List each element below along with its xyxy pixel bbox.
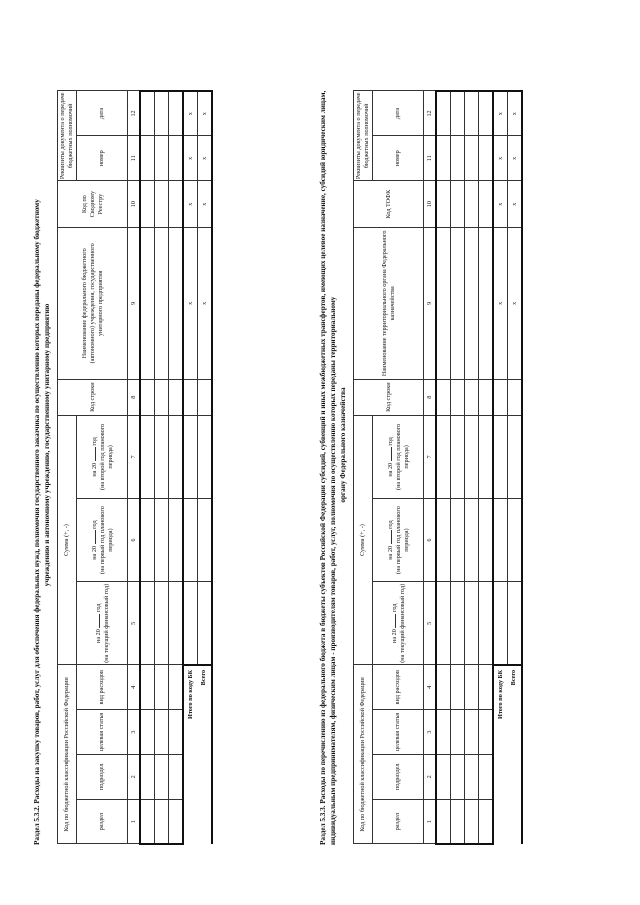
x-mark: x (198, 91, 213, 136)
header-kod-stroki: Код строки (58, 379, 128, 415)
header-razdel: раздел (373, 799, 424, 844)
x-mark: x (198, 136, 213, 181)
cell[interactable] (436, 228, 451, 379)
total-bk-row (493, 91, 508, 844)
cell[interactable] (169, 91, 184, 136)
section-title (318, 45, 348, 845)
table-row (451, 91, 465, 844)
cell[interactable] (183, 379, 198, 415)
header-year2: на 20 год (на первый год планового периода) (373, 498, 424, 581)
header-year1: на 20 год (на текущий финансовый год) (77, 582, 128, 665)
col-num: 4 (128, 665, 141, 710)
x-mark: x (183, 181, 198, 228)
table-row (155, 91, 169, 844)
cell[interactable] (140, 665, 155, 710)
cell[interactable] (451, 754, 465, 799)
cell[interactable] (465, 181, 479, 228)
col-num: 7 (424, 415, 437, 498)
cell[interactable] (508, 379, 523, 415)
cell[interactable] (436, 665, 451, 710)
cell[interactable] (436, 136, 451, 181)
col-num: 1 (128, 799, 141, 844)
cell[interactable] (140, 181, 155, 228)
cell[interactable] (155, 665, 169, 710)
section-title-main: Раздел 5.3.3. Расходы по перечислению из федерального бюджета в бюджеты субъектов Российской Федерации субсидий, субвенций и иных межбюджетных трансфертов, имеющих целевое назначение, субсидий юридическим лицам, индивидуальным предпринимателям, физическим лицам - производителям товаров, работ, услуг, полномочия по осуществлению которых переданы территориальному (319, 90, 337, 845)
cell[interactable] (436, 91, 451, 136)
header-celevaya: целевая статья (373, 710, 424, 755)
cell[interactable] (465, 498, 479, 581)
cell[interactable] (169, 136, 184, 181)
cell[interactable] (436, 181, 451, 228)
cell[interactable] (451, 228, 465, 379)
cell[interactable] (465, 754, 479, 799)
cell[interactable] (508, 582, 523, 665)
cell[interactable] (479, 415, 494, 498)
header-nomer: номер (373, 136, 424, 181)
header-year2: на 20 год (на первый год планового периода) (77, 498, 128, 581)
col-num: 3 (424, 710, 437, 755)
x-mark: x (493, 228, 508, 379)
header-rekvizity: Реквизиты документа о передаче бюджетных полномочий (58, 91, 77, 181)
total-bk-label: Итого по коду БК (186, 669, 194, 719)
header-podrazdel: подраздел (373, 754, 424, 799)
col-num: 6 (424, 498, 437, 581)
cell[interactable] (155, 136, 169, 181)
col-num: 11 (128, 136, 141, 181)
cell[interactable] (198, 498, 213, 581)
header-naimenovanie: Наименование федерального бюджетного (автономного) учреждения, государственного унитарного предприятия (58, 228, 128, 379)
section-title (32, 45, 52, 845)
cell[interactable] (155, 498, 169, 581)
x-mark: x (198, 181, 213, 228)
cell[interactable] (451, 710, 465, 755)
section-title-main: Раздел 5.3.2. Расходы на закупку товаров, работ, услуг для обеспечения федеральных нужд, полномочия государственного заказчика по осуществлению которых переданы федеральному бюджетному (33, 199, 41, 845)
col-num: 9 (128, 228, 141, 379)
cell[interactable] (436, 582, 451, 665)
col-num: 6 (128, 498, 141, 581)
cell[interactable] (155, 799, 169, 844)
header-year1: на 20 год (на текущий финансовый год) (373, 582, 424, 665)
col-num: 11 (424, 136, 437, 181)
x-mark: x (183, 91, 198, 136)
x-mark: x (198, 228, 213, 379)
cell[interactable] (436, 710, 451, 755)
cell[interactable] (451, 665, 465, 710)
header-nomer: номер (77, 136, 128, 181)
x-mark: x (508, 228, 523, 379)
total-all-label: Всего (508, 665, 523, 844)
cell[interactable] (140, 799, 155, 844)
col-num: 8 (424, 379, 437, 415)
cell[interactable] (451, 799, 465, 844)
header-kod-tofk: Код ТОФК (354, 181, 424, 228)
total-bk-row (183, 91, 198, 844)
cell[interactable] (140, 91, 155, 136)
cell[interactable] (169, 498, 184, 581)
cell[interactable] (465, 710, 479, 755)
cell[interactable] (493, 415, 508, 498)
cell[interactable] (140, 582, 155, 665)
cell[interactable] (140, 754, 155, 799)
section-title-sub: органу Федерального казначейства (339, 387, 347, 503)
header-vid: вид расходов (373, 665, 424, 710)
header-kod-reestr: Код по Сводному Реестру (58, 181, 128, 228)
cell[interactable] (183, 415, 198, 498)
x-mark: x (183, 136, 198, 181)
cell[interactable] (169, 710, 184, 755)
cell[interactable] (155, 582, 169, 665)
cell[interactable] (169, 754, 184, 799)
header-data: дата (77, 91, 128, 136)
cell[interactable] (169, 181, 184, 228)
cell[interactable] (169, 799, 184, 844)
header-kbk: Код по бюджетной классификации Российской Федерации (58, 665, 77, 844)
cell[interactable] (451, 415, 465, 498)
column-number-row (424, 91, 437, 844)
cell[interactable] (436, 379, 451, 415)
x-mark: x (493, 181, 508, 228)
cell[interactable] (436, 754, 451, 799)
cell[interactable] (155, 379, 169, 415)
cell[interactable] (155, 415, 169, 498)
form-table (57, 90, 213, 845)
cell[interactable] (451, 582, 465, 665)
cell[interactable] (465, 228, 479, 379)
cell[interactable] (508, 415, 523, 498)
cell[interactable] (479, 136, 494, 181)
header-summa: Сумма (+, -) (58, 415, 77, 665)
cell[interactable] (493, 498, 508, 581)
cell[interactable] (155, 710, 169, 755)
col-num: 5 (128, 582, 141, 665)
cell[interactable] (479, 665, 494, 710)
cell[interactable] (465, 379, 479, 415)
section-title-sub: учреждению и автономному учреждению, государственному унитарному предприятию (43, 303, 51, 587)
col-num: 7 (128, 415, 141, 498)
table-row (169, 91, 184, 844)
x-mark: x (508, 91, 523, 136)
cell[interactable] (169, 379, 184, 415)
cell[interactable] (169, 665, 184, 710)
cell[interactable] (169, 415, 184, 498)
section-5-3-3 (318, 45, 523, 845)
cell[interactable] (451, 136, 465, 181)
cell[interactable] (493, 582, 508, 665)
cell[interactable] (451, 498, 465, 581)
cell[interactable] (169, 228, 184, 379)
cell[interactable] (465, 582, 479, 665)
col-num: 5 (424, 582, 437, 665)
cell[interactable] (198, 415, 213, 498)
cell[interactable] (479, 582, 494, 665)
cell[interactable] (140, 710, 155, 755)
cell[interactable] (183, 582, 198, 665)
cell[interactable] (140, 136, 155, 181)
total-bk-label: Итого по коду БК (496, 669, 504, 719)
x-mark: x (493, 136, 508, 181)
cell[interactable] (479, 228, 494, 379)
column-number-row (128, 91, 141, 844)
table-row (479, 91, 494, 844)
cell[interactable] (465, 415, 479, 498)
total-all-row (508, 91, 523, 844)
header-rekvizity: Реквизиты документа о передаче бюджетных полномочий (354, 91, 373, 181)
col-num: 1 (424, 799, 437, 844)
header-celevaya: целевая статья (77, 710, 128, 755)
header-year3: на 20 год (на второй год планового периода) (373, 415, 424, 498)
cell[interactable] (465, 665, 479, 710)
table-row (140, 91, 155, 844)
cell[interactable] (198, 582, 213, 665)
cell[interactable] (140, 415, 155, 498)
cell[interactable] (155, 754, 169, 799)
cell[interactable] (479, 754, 494, 799)
cell[interactable] (140, 379, 155, 415)
header-kbk: Код по бюджетной классификации Российской Федерации (354, 665, 373, 844)
col-num: 8 (128, 379, 141, 415)
cell[interactable] (479, 91, 494, 136)
col-num: 2 (128, 754, 141, 799)
total-all-label: Всего (198, 665, 213, 844)
total-all-row (198, 91, 213, 844)
header-podrazdel: подраздел (77, 754, 128, 799)
cell[interactable] (479, 181, 494, 228)
col-num: 10 (128, 181, 141, 228)
x-mark: x (183, 228, 198, 379)
cell[interactable] (155, 181, 169, 228)
col-num: 12 (424, 91, 437, 136)
col-num: 10 (424, 181, 437, 228)
header-naimenovanie: Наименование территориального органа Федерального казначейства (354, 228, 424, 379)
cell[interactable] (479, 710, 494, 755)
header-razdel: раздел (77, 799, 128, 844)
cell[interactable] (436, 415, 451, 498)
cell[interactable] (451, 181, 465, 228)
cell[interactable] (465, 91, 479, 136)
header-row (58, 91, 77, 844)
header-data: дата (373, 91, 424, 136)
header-year3: на 20 год (на второй год планового периода) (77, 415, 128, 498)
cell[interactable] (183, 498, 198, 581)
col-num: 9 (424, 228, 437, 379)
cell[interactable] (198, 379, 213, 415)
cell[interactable] (451, 379, 465, 415)
cell[interactable] (140, 498, 155, 581)
cell[interactable] (436, 799, 451, 844)
col-num: 12 (128, 91, 141, 136)
header-summa: Сумма (+, -) (354, 415, 373, 665)
x-mark: x (508, 136, 523, 181)
cell[interactable] (140, 228, 155, 379)
cell[interactable] (479, 498, 494, 581)
table-row (465, 91, 479, 844)
cell[interactable] (508, 498, 523, 581)
cell[interactable] (169, 582, 184, 665)
cell[interactable] (155, 91, 169, 136)
cell[interactable] (155, 228, 169, 379)
cell[interactable] (436, 498, 451, 581)
cell[interactable] (465, 136, 479, 181)
table-row (436, 91, 451, 844)
header-vid: вид расходов (77, 665, 128, 710)
cell[interactable] (451, 91, 465, 136)
col-num: 3 (128, 710, 141, 755)
x-mark: x (493, 91, 508, 136)
header-kod-stroki: Код строки (354, 379, 424, 415)
form-table (353, 90, 523, 845)
cell[interactable] (479, 379, 494, 415)
col-num: 4 (424, 665, 437, 710)
cell[interactable] (465, 799, 479, 844)
cell[interactable] (493, 379, 508, 415)
x-mark: x (508, 181, 523, 228)
cell[interactable] (479, 799, 494, 844)
section-5-3-2 (32, 45, 213, 845)
header-row (354, 91, 373, 844)
col-num: 2 (424, 754, 437, 799)
